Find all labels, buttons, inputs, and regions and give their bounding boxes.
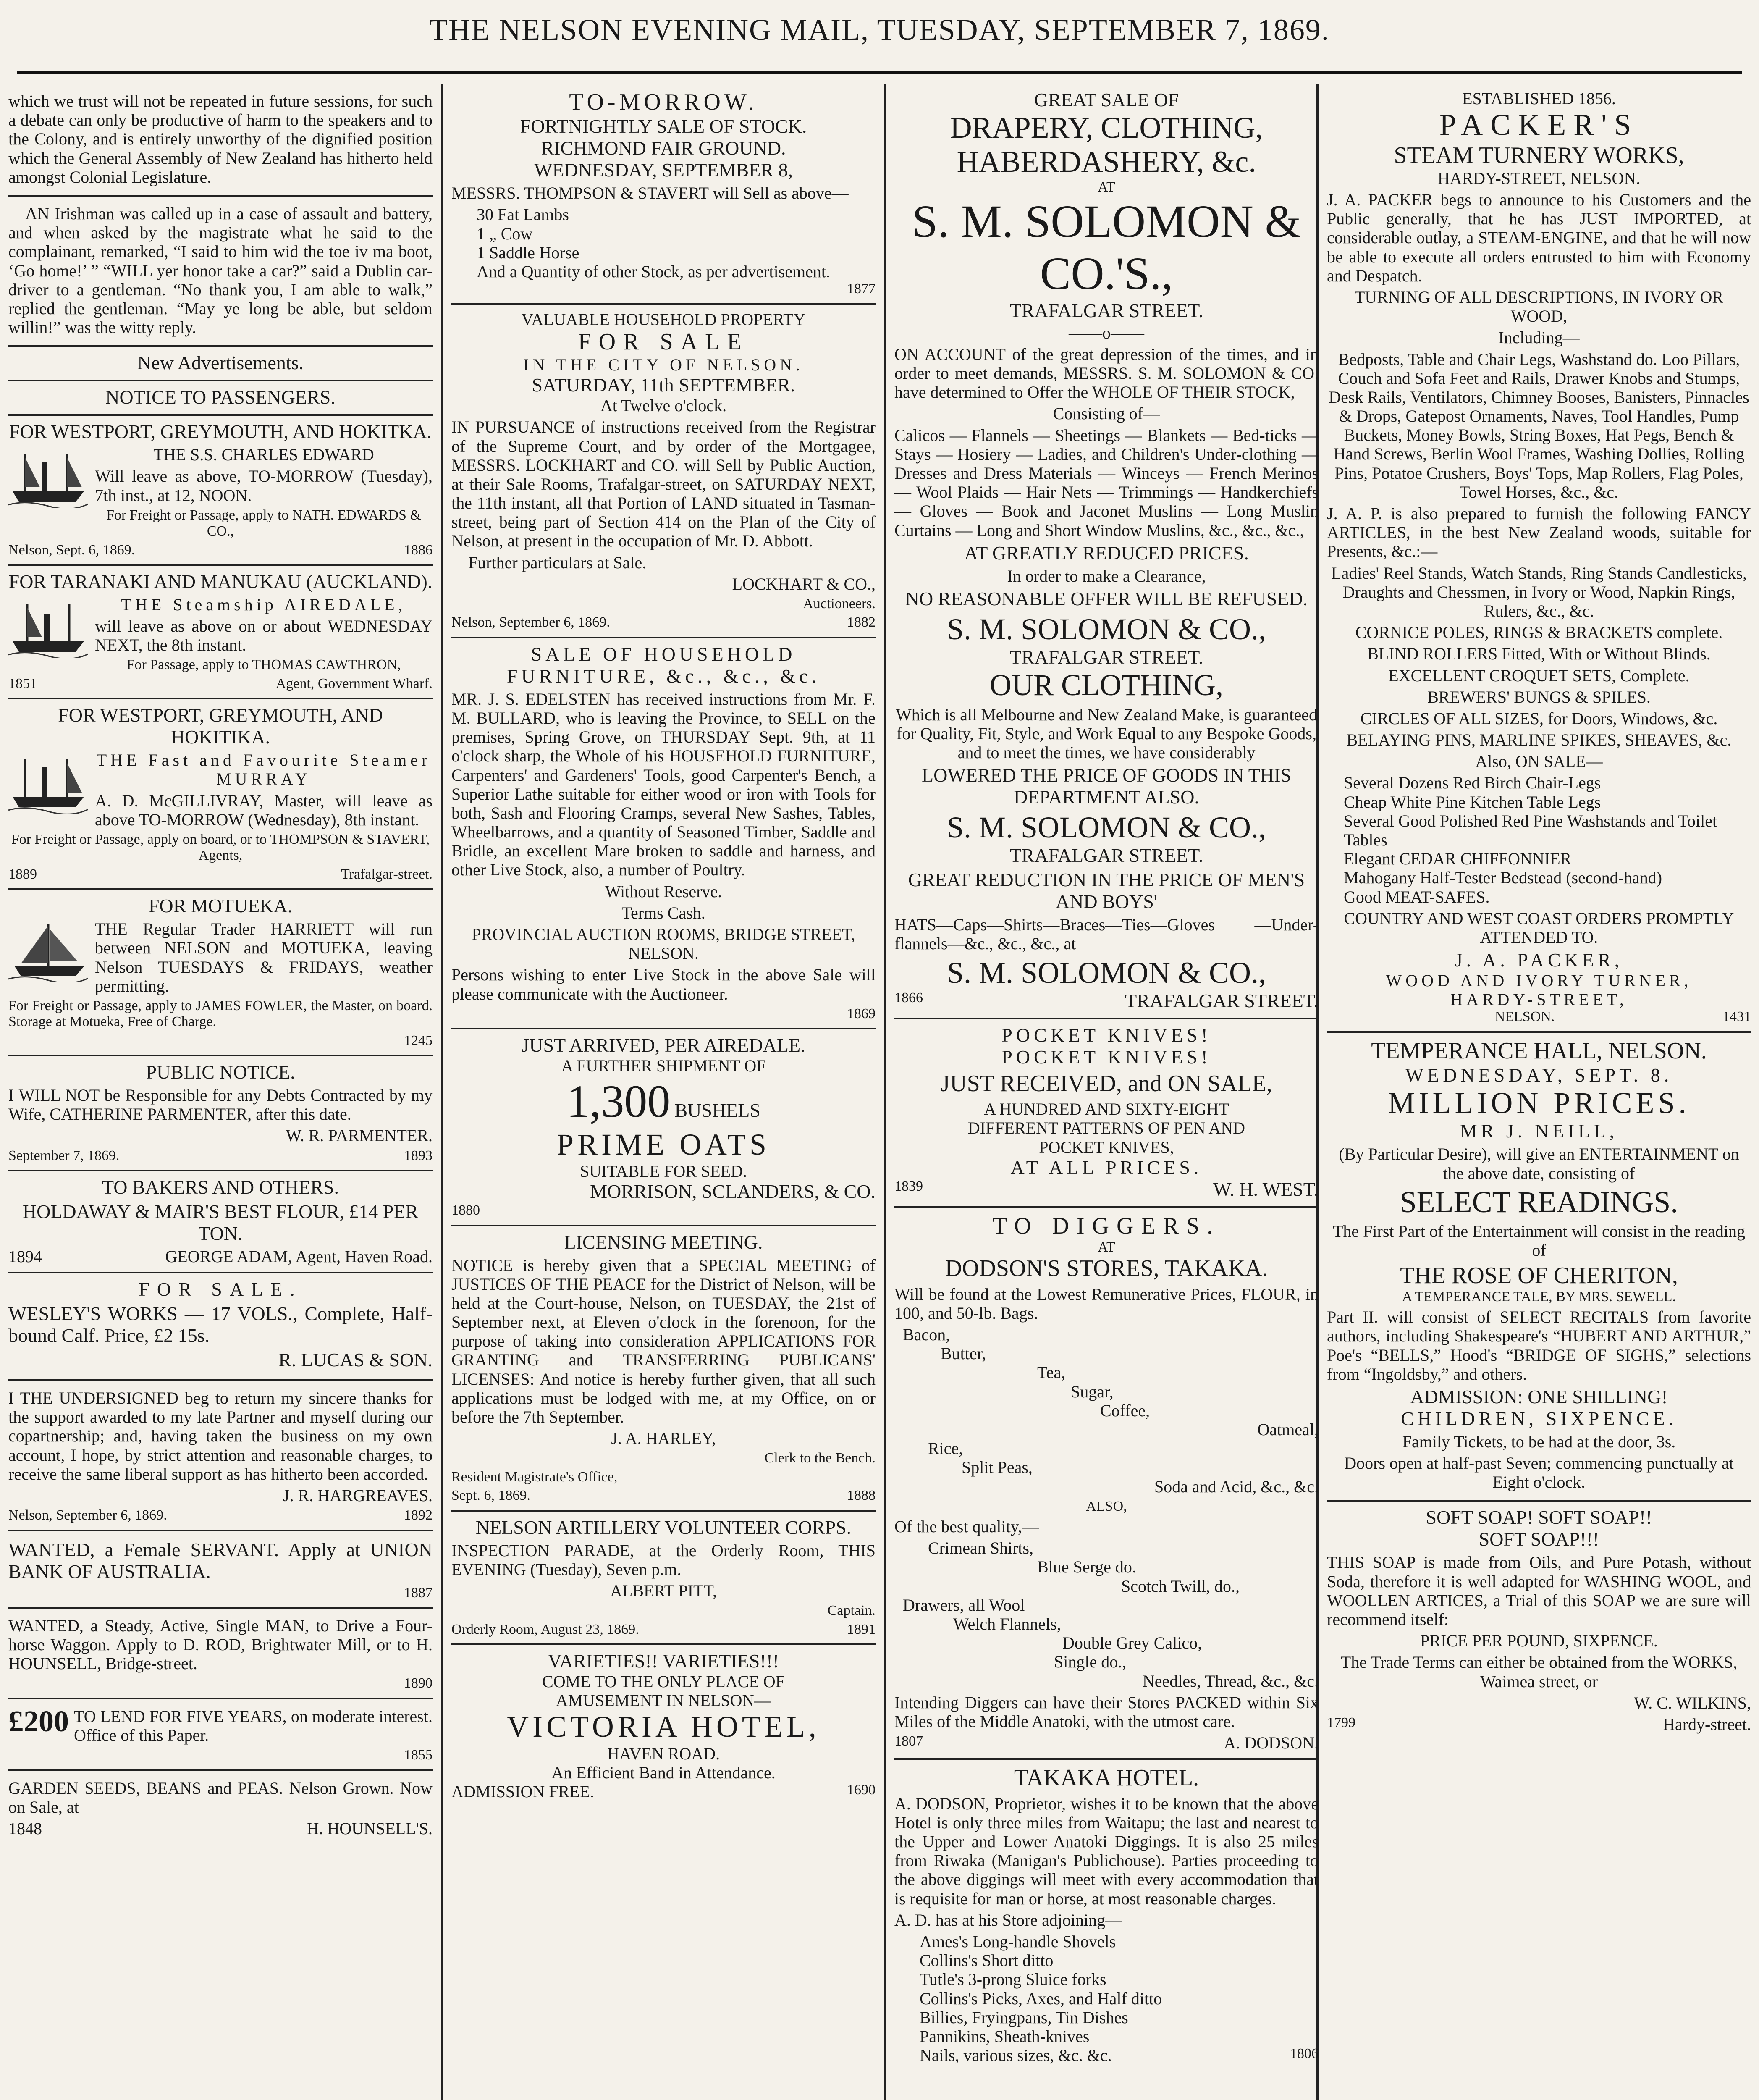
firm-name: S. M. SOLOMON & CO., <box>946 956 1266 990</box>
list-item: Blue Serge do. <box>1037 1557 1136 1577</box>
ad-public-notice <box>8 1056 433 1171</box>
ad-amount: 1,300 <box>566 1076 671 1127</box>
ad-motueka <box>8 890 433 1056</box>
ad-ref: 1887 <box>404 1585 433 1601</box>
list-item: 1 „ Cow <box>477 224 533 243</box>
ad-note: Doors open at half-past Seven; commencing punctually at Eight o'clock. <box>1344 1454 1734 1492</box>
ad-line: BLIND ROLLERS Fitted, With or Without Blinds. <box>1367 644 1711 664</box>
stock-list <box>451 205 876 281</box>
column-4 <box>1327 84 1751 2100</box>
ad-body: TO LEND FOR FIVE YEARS, on moderate interest. Office of this Paper. <box>74 1706 433 1745</box>
ad-stock-sale <box>451 84 876 305</box>
ad-ref: 1888 <box>847 1488 876 1504</box>
ad-role: Captain. <box>827 1603 876 1619</box>
ad-address: TRAFALGAR STREET. <box>1009 299 1203 321</box>
column-rule <box>884 84 886 2100</box>
ad-to-diggers <box>894 1208 1319 1760</box>
ad-ref: 1855 <box>404 1747 433 1763</box>
ad-ref: 1894 <box>8 1247 42 1266</box>
ad-body: IN PURSUANCE of instructions received from the Registrar of the Supreme Court, and by order of the Mortgagee, MESSRS. LOCKHART and CO. will Sell by Public Auction, at their Sale Rooms, Trafalgar-street, on SATURDAY NEXT, the 11th instant, all that Portion of LAND situated in Tasman-street, being part of Section 414 on the Plan of the City of Nelson, at present in the occupation of Mr. D. Abbott. <box>451 417 876 551</box>
ad-established: ESTABLISHED 1856. <box>1462 89 1616 108</box>
ad-heading: FOR SALE. <box>139 1278 302 1300</box>
ad-date: Nelson, Sept. 6, 1869. <box>8 542 135 558</box>
ad-at: AT <box>1098 1239 1115 1255</box>
list-item: Collins's Short ditto <box>920 1951 1054 1970</box>
ad-line: BELAYING PINS, MARLINE SPIKES, SHEAVES, &c. <box>1346 730 1732 750</box>
ad-role: Auctioneers. <box>803 596 876 612</box>
ad-ref: 1893 <box>404 1147 433 1163</box>
ad-admission: CHILDREN, SIXPENCE. <box>1401 1407 1677 1429</box>
ad-trade: WOOD AND IVORY TURNER, <box>1386 971 1692 990</box>
ad-admission: ADMISSION FREE. <box>451 1782 595 1801</box>
ad-contact: For Freight or Passage, apply on board, or to THOMPSON & STAVERT, Agents, <box>11 831 430 864</box>
ad-ref: 1869 <box>847 1005 876 1021</box>
ad-date: SATURDAY, 11th SEPTEMBER. <box>532 374 795 396</box>
ad-heading: TEMPERANCE HALL, NELSON. <box>1371 1037 1707 1064</box>
ad-body: HOLDAWAY & MAIR'S BEST FLOUR, £14 PER TON. <box>22 1201 419 1244</box>
ad-heading: VARIETIES!! VARIETIES!!! <box>548 1650 779 1672</box>
ad-heading: PUBLIC NOTICE. <box>146 1061 295 1083</box>
ad-note: Also, ON SALE— <box>1475 752 1603 771</box>
ad-signature: W. H. WEST. <box>1213 1178 1319 1200</box>
ad-heading: TO BAKERS AND OTHERS. <box>102 1176 339 1198</box>
list-item: Ames's Long-handle Shovels <box>920 1932 1116 1951</box>
ad-heading: SALE OF HOUSEHOLD FURNITURE, &c., &c., &c. <box>506 643 821 687</box>
ad-line: BREWERS' BUNGS & SPILES. <box>1427 687 1651 706</box>
ad-wanted-servant <box>8 1531 433 1609</box>
tools-list <box>894 1932 1319 2046</box>
ad-household-furniture <box>451 638 876 1029</box>
list-item: Butter, <box>941 1344 986 1363</box>
ad-note: An Efficient Band in Attendance. <box>551 1763 776 1782</box>
column-1 <box>8 84 433 2100</box>
ad-body: J. A. P. is also prepared to furnish the following FANCY ARTICLES, in the best New Zealand woods, suitable for Presents, &c.:— <box>1327 504 1751 561</box>
ad-artillery <box>451 1512 876 1645</box>
list-item: Several Dozens Red Birch Chair-Legs <box>1344 773 1601 793</box>
firm-name: S. M. SOLOMON & CO., <box>946 811 1266 845</box>
ad-line: CIRCLES OF ALL SIZES, for Doors, Windows, &c. <box>1360 709 1718 728</box>
ad-body: GARDEN SEEDS, BEANS and PEAS. Nelson Grown. Now on Sale, at <box>8 1778 433 1816</box>
ad-ref: 1848 <box>8 1819 42 1838</box>
ad-ref: 1807 <box>894 1733 923 1749</box>
ad-note: Terms Cash. <box>621 903 705 922</box>
ad-body: Which is all Melbourne and New Zealand Make, is guaranteed for Quality, Fit, Style, and Work Equal to any Bespoke Goods, and to meet the times, we have considerably <box>895 705 1318 762</box>
ad-heading: NELSON ARTILLERY VOLUNTEER CORPS. <box>475 1516 852 1538</box>
steamship-icon <box>8 445 88 508</box>
list-item: Cheap White Pine Kitchen Table Legs <box>1344 792 1601 811</box>
ad-title: MILLION PRICES. <box>1388 1086 1690 1120</box>
ad-heading: GREAT SALE OF <box>1034 89 1179 110</box>
ad-heading: SOFT SOAP!!! <box>1479 1528 1599 1550</box>
ad-body: A. DODSON, Proprietor, wishes it to be known that the above Hotel is only three miles from Waitapu; the last and nearest to the Upper and Lower Anatoki Diggings. It is also 25 miles from Riwaka (Manigan's Publichouse). Parties proceeding to the above diggings will meet with every accommodation that is requisite for man or horse, at most reasonable charges. <box>894 1794 1319 1908</box>
ad-ref: 1891 <box>847 1621 876 1637</box>
ad-agent: Agent, Government Wharf. <box>275 675 433 691</box>
ad-contact: For Freight or Passage, apply to JAMES FOWLER, the Master, on board. Storage at Motueka, Free of Charge. <box>8 998 433 1030</box>
ad-title: THE ROSE OF CHERITON, <box>1400 1262 1678 1289</box>
ad-line: CORNICE POLES, RINGS & BRACKETS complete. <box>1355 623 1723 642</box>
ad-heading: TAKAKA HOTEL. <box>1014 1765 1199 1791</box>
list-item: Needles, Thread, &c., &c. <box>1142 1671 1319 1690</box>
ad-date: September 7, 1869. <box>8 1147 120 1163</box>
ad-garden-seeds <box>8 1771 433 1844</box>
ad-signature: LOCKHART & CO., <box>732 574 876 593</box>
ad-headline: AT GREATLY REDUCED PRICES. <box>964 542 1249 564</box>
ad-address: HAVEN ROAD. <box>607 1744 720 1763</box>
ad-body: NOTICE is hereby given that a SPECIAL MEETING of JUSTICES OF THE PEACE for the District of Nelson, will be held at the Court-house, Nelson, on TUESDAY, the 21st of September next, at Eleven o'clock in the forenoon, for the purpose of taking into consideration APPLICATIONS FOR GRANTING and TRANSFERRING PUBLICANS' LICENSES: And notice is hereby further given, that all such applications must be lodged with me, at my Office, on or before the 7th September. <box>451 1255 876 1426</box>
ad-body: MR. J. S. EDELSTEN has received instructions from Mr. F. M. BULLARD, who is leaving the Province, to SELL on the premises, Spring Grove, on THURSDAY Sept. 9th, at 11 o'clock sharp, the Whole of his HOUSEHOLD FURNITURE, Carpenters' and Gardeners' Tools, good Carpenter's Bench, a Superior Lathe suitable for either wood or iron with Tools for both, Sash and Flooring Cramps, several New Sashes, Tables, Wheelbarrows, and a quantity of Seasoned Timber, Saddle and Bridle, an excellent Mare broken to saddle and harness, and other Live Stock, also, a number of Poultry. <box>451 689 876 879</box>
ad-title: SELECT READINGS. <box>1400 1185 1678 1219</box>
ad-address: TRAFALGAR STREET. <box>1009 845 1203 866</box>
ad-headline: COUNTRY AND WEST COAST ORDERS PROMPTLY ATTENDED TO. <box>1344 908 1734 947</box>
ad-heading: IN THE CITY OF NELSON. <box>523 355 804 374</box>
ad-office: Resident Magistrate's Office, <box>451 1469 618 1485</box>
ad-subheading: POCKET KNIVES, <box>1039 1137 1174 1157</box>
fancy-list: Ladies' Reel Stands, Watch Stands, Ring Stands Candlesticks, Draughts and Chessmen, in Ivory or Wood, Napkin Rings, Rulers, &c., &c. <box>1331 563 1747 620</box>
ad-ref: 1839 <box>894 1178 923 1194</box>
ad-heading: FOR TARANAKI AND MANUKAU (AUCKLAND). <box>8 570 433 592</box>
editorial-text: which we trust will not be repeated in future sessions, for such a debate can only be productive of harm to the speakers and to the Colony, and is entirely unworthy of the dignified position which the General Assembly of New Zealand has hitherto held amongst Colonial Legislature. <box>8 92 433 186</box>
ad-address: HARDY-STREET, <box>1450 990 1628 1009</box>
list-item: Split Peas, <box>962 1458 1033 1477</box>
list-item: Bacon, <box>903 1325 950 1344</box>
ad-ref: 1882 <box>847 614 876 630</box>
list-item: Single do., <box>1054 1652 1127 1672</box>
ad-takaka-hotel <box>894 1760 1319 2071</box>
firm-name: S. M. SOLOMON & CO.'S., <box>912 196 1301 299</box>
ad-headline: NO REASONABLE OFFER WILL BE REFUSED. <box>905 588 1308 609</box>
ad-heading: FOR SALE <box>578 328 749 355</box>
ad-town: NELSON. <box>1494 1009 1555 1025</box>
clothing-list <box>894 1538 1319 1690</box>
ad-signature: W. R. PARMENTER. <box>286 1126 433 1145</box>
ad-headline: GREAT REDUCTION IN THE PRICE OF MEN'S AND BOYS' <box>908 869 1305 913</box>
ad-headline: TURNING OF ALL DESCRIPTIONS, IN IVORY OR WOOD, <box>1354 287 1724 326</box>
sailing-ship-icon <box>8 919 88 982</box>
list-item: Several Good Polished Red Pine Washstands and Toilet Tables <box>1344 811 1717 849</box>
ad-signature: W. C. WILKINS, <box>1634 1693 1751 1712</box>
list-item: Soda and Acid, &c., &c. <box>1154 1477 1319 1496</box>
ad-heading: JUST ARRIVED, PER AIREDALE. <box>522 1034 805 1056</box>
ad-time: At Twelve o'clock. <box>600 396 727 415</box>
ad-subheading: A HUNDRED AND SIXTY-EIGHT <box>984 1100 1229 1119</box>
ad-note: Including— <box>1498 328 1580 347</box>
ad-body: Will be found at the Lowest Remunerative Prices, FLOUR, in 100, and 50-lb. Bags. <box>894 1284 1319 1323</box>
ad-date: Orderly Room, August 23, 1869. <box>451 1621 639 1637</box>
ad-contact: For Passage, apply to THOMAS CAWTHRON, <box>126 657 401 673</box>
ad-subheading: AMUSEMENT IN NELSON— <box>556 1691 771 1710</box>
ad-unit: BUSHELS <box>674 1100 760 1121</box>
masthead-rule <box>17 71 1742 74</box>
list-item: Double Grey Calico, <box>1062 1633 1202 1653</box>
ad-signature: ALBERT PITT, <box>610 1581 717 1600</box>
ad-note: In order to make a Clearance, <box>1007 566 1206 585</box>
list-item: Tutle's 3-prong Sluice forks <box>920 1970 1106 1989</box>
list-item: Crimean Shirts, <box>928 1538 1034 1558</box>
passengers-heading: NOTICE TO PASSENGERS. <box>8 381 433 416</box>
hotel-name: VICTORIA HOTEL, <box>507 1710 820 1744</box>
turnery-list: Bedposts, Table and Chair Legs, Washstand do. Loo Pillars, Couch and Sofa Feet and Rails, Drawer Knobs and Stumps, Desk Rails, Ventilators, Chimney Booses, Banisters, Pinnacles & Drops, Gatepost Ornaments, Naves, Tool Handles, Pump Buckets, Money Bowls, String Boxes, Hat Pegs, Bench & Hand Screws, Berlin Wool Frames, Washing Dollies, Rolling Pins, Potatoe Crushers, Boys' Tops, Map Rollers, Flag Poles, Towel Horses, &c., &c. <box>1329 349 1749 501</box>
ad-body: J. A. PACKER begs to announce to his Customers and the Public generally, that he has JUST IMPORTED, at considerable outlay, a STEAM-ENGINE, and that he will now be able to execute all orders entrusted to him with Economy and Despatch. <box>1327 190 1751 285</box>
ad-heading: FOR WESTPORT, GREYMOUTH, AND HOKITIKA. <box>58 704 383 748</box>
ad-hargreaves <box>8 1381 433 1531</box>
anecdote <box>8 197 433 347</box>
list-item: Collins's Picks, Axes, and Half ditto <box>920 1989 1162 2008</box>
ad-address: TRAFALGAR STREET. <box>1009 646 1203 668</box>
ad-wanted-man <box>8 1609 433 1699</box>
ad-body: A. D. McGILLIVRAY, Master, will leave as above TO-MORROW (Wednesday), 8th instant. <box>95 791 433 829</box>
ad-ref: 1880 <box>451 1202 480 1218</box>
ad-subheading: RICHMOND FAIR GROUND. <box>541 137 786 159</box>
ad-pocket-knives <box>894 1019 1319 1208</box>
ad-packers-turnery <box>1327 84 1751 1033</box>
list-item: Rice, <box>928 1439 963 1458</box>
ad-soft-soap <box>1327 1502 1751 1740</box>
ad-date: Nelson, September 6, 1869. <box>451 614 610 630</box>
vessel-name: THE Steamship AIREDALE, <box>121 595 406 614</box>
column-rule <box>441 84 443 2100</box>
ad-ref: 1799 <box>1327 1714 1355 1730</box>
ad-body: The First Part of the Entertainment will consist in the reading of <box>1332 1222 1745 1260</box>
ad-note: Consisting of— <box>1053 404 1160 423</box>
ad-line: EXCELLENT CROQUET SETS, Complete. <box>1388 666 1690 685</box>
goods-list <box>894 1325 1319 1496</box>
ad-signature: A. DODSON. <box>1224 1733 1319 1753</box>
column-3 <box>894 84 1319 2100</box>
ad-signature: J. A. PACKER, <box>1455 949 1623 971</box>
list-item: Tea, <box>1037 1363 1066 1382</box>
steamship-icon <box>8 751 88 814</box>
ad-amount: £200 <box>8 1704 69 1738</box>
list-item: Billies, Fryingpans, Tin Dishes <box>920 2008 1128 2027</box>
steamship-icon <box>8 595 88 658</box>
ad-performer: MR J. NEILL, <box>1460 1120 1618 1142</box>
list-item: Nails, various sizes, &c. &c. <box>920 2046 1112 2065</box>
firm-name: S. M. SOLOMON & CO., <box>946 612 1266 646</box>
ad-heading: TO-MORROW. <box>569 89 758 115</box>
ad-at: AT <box>1098 179 1115 195</box>
ad-product: PRIME OATS <box>556 1127 771 1161</box>
vessel-name: THE S.S. CHARLES EDWARD <box>153 445 374 465</box>
list-item: Sugar, <box>1071 1382 1114 1401</box>
ad-heading: LICENSING MEETING. <box>564 1231 763 1253</box>
masthead: THE NELSON EVENING MAIL, TUESDAY, SEPTEMBER 7, 1869. <box>429 13 1330 47</box>
ad-note: SUITABLE FOR SEED. <box>580 1161 747 1181</box>
ad-signature: J. R. HARGREAVES. <box>283 1486 433 1505</box>
ad-price: PRICE PER POUND, SIXPENCE. <box>1420 1631 1658 1651</box>
ad-date: Nelson, September 6, 1869. <box>8 1507 167 1523</box>
ad-ref: 1431 <box>1722 1009 1751 1025</box>
ad-body: THE Regular Trader HARRIETT will run between NELSON and MOTUEKA, leaving Nelson TUESDAYS & FRIDAYS, weather permitting. <box>95 919 433 995</box>
ad-admission: ADMISSION: ONE SHILLING! <box>1410 1386 1668 1407</box>
ad-solomon-drapery <box>894 84 1319 1019</box>
ad-rooms: PROVINCIAL AUCTION ROOMS, BRIDGE STREET, NELSON. <box>472 925 855 963</box>
list-item: Oatmeal, <box>1257 1420 1319 1439</box>
ad-date: Sept. 6, 1869. <box>451 1488 530 1504</box>
list-item: And a Quantity of other Stock, as per advertisement. <box>477 262 830 281</box>
goods-list: Calicos — Flannels — Sheetings — Blankets — Bed-ticks — Stays — Hosiery — Ladies, and Children's Under-clothing — Dresses and Dress Materials — Winceys — French Merinos — Wool Plaids — Hair Nets — Trimmings — Handkerchiefs — Gloves — Book and Jaconet Muslins — Long Muslin Curtains — Long and Short Window Muslins, &c., &c., &c., <box>894 425 1319 540</box>
ad-address: TRAFALGAR STREET. <box>1125 990 1319 1012</box>
ad-body: THIS SOAP is made from Oils, and Pure Potash, without Soda, therefore it is well adapted for WASHING WOOL, and WOOLLEN ARTICES, a Trial of this SOAP we are sure will recommend itself: <box>1327 1553 1751 1629</box>
sale-list <box>1327 773 1751 906</box>
ad-body: ON ACCOUNT of the great depression of the times, and in order to meet demands, MESSRS. S. M. SOLOMON & CO. have determined to Offer the WHOLE OF THEIR STOCK, <box>894 344 1319 402</box>
editorial <box>8 84 433 197</box>
ad-signature: MORRISON, SCLANDERS, & CO. <box>590 1181 876 1202</box>
ad-body: I THE UNDERSIGNED beg to return my sincere thanks for the support awarded to my late Partner and myself during our copartnership; and, having taken the business on my own account, I hope, by strict attention and reasonable charges, to receive the same liberal support as has hitherto been accorded. <box>8 1389 433 1483</box>
ad-ref: 1806 <box>1290 2046 1319 2062</box>
list-item: 1 Saddle Horse <box>477 243 579 262</box>
ad-heading: TO DIGGERS. <box>992 1213 1221 1239</box>
ad-ref: 1245 <box>404 1032 433 1048</box>
ad-note: Intending Diggers can have their Stores PACKED within Six Miles of the Middle Anatoki, with the utmost care. <box>894 1693 1319 1731</box>
ad-note: Persons wishing to enter Live Stock in the above Sale will please communicate with the Auctioneer. <box>451 965 876 1003</box>
ad-signature: J. A. HARLEY, <box>611 1429 716 1448</box>
ad-ref: 1851 <box>8 675 37 691</box>
ad-body: WANTED, a Female SERVANT. Apply at UNION BANK OF AUSTRALIA. <box>8 1538 433 1582</box>
ad-household-property <box>451 305 876 638</box>
ad-body: INSPECTION PARADE, at the Orderly Room, THIS EVENING (Tuesday), Seven p.m. <box>451 1541 876 1579</box>
list-item: 30 Fat Lambs <box>477 205 569 224</box>
ad-bakers <box>8 1171 433 1273</box>
ad-ref: 1890 <box>404 1675 433 1691</box>
list-item: Pannikins, Sheath-knives <box>920 2026 1090 2046</box>
ad-victoria-hotel <box>451 1645 876 1807</box>
list-item: Drawers, all Wool <box>903 1595 1025 1614</box>
ad-ref: 1690 <box>847 1782 876 1798</box>
anecdote-text: AN Irishman was called up in a case of assault and battery, and when asked by the magistrate what he said to the complainant, remarked, “I said to him wid the toe iv ma boot, ‘Go home!’ ” “WILL yer honor take a car?” said a Dublin car-driver to a gentleman. “No thank you, I am able to walk,” replied the gentleman. “May ye long be able, but seldom willin!” was the witty reply. <box>8 204 433 337</box>
ad-ref: 1892 <box>404 1507 433 1523</box>
ad-subheading: FORTNIGHTLY SALE OF STOCK. <box>520 116 807 137</box>
ad-role: Clerk to the Bench. <box>764 1450 876 1466</box>
separator: ——o—— <box>1069 323 1144 342</box>
ad-heading: SOFT SOAP! SOFT SOAP!! <box>1426 1507 1652 1528</box>
ad-body: (By Particular Desire), will give an ENTERTAINMENT on the above date, consisting of <box>1339 1144 1739 1183</box>
ad-title: STEAM TURNERY WORKS, <box>1394 142 1684 168</box>
ad-body: Part II. will consist of SELECT RECITALS from favorite authors, including Shakespeare's “HUBERT AND ARTHUR,” Poe's “BELLS,” Hood's “BRIDGE OF SIGHS,” selections from “Ingoldsby,” and others. <box>1327 1307 1751 1383</box>
ad-signature: H. HOUNSELL'S. <box>307 1819 433 1838</box>
ad-place: Trafalgar-street. <box>341 866 433 882</box>
new-ads-heading: New Advertisements. <box>8 347 433 381</box>
ad-subheading: A FURTHER SHIPMENT OF <box>561 1056 766 1076</box>
ad-body: Will leave as above, TO-MORROW (Tuesday), 7th inst., at 12, NOON. <box>95 467 433 505</box>
ad-date: WEDNESDAY, SEPT. 8. <box>1405 1064 1673 1086</box>
ad-body: WESLEY'S WORKS — 17 VOLS., Complete, Half-bound Calf. Price, £2 15s. <box>8 1303 433 1347</box>
ad-body: JUST RECEIVED, and ON SALE, <box>941 1070 1272 1097</box>
ad-body: I WILL NOT be Responsible for any Debts Contracted by my Wife, CATHERINE PARMENTER, after this date. <box>8 1086 433 1124</box>
ad-note: Further particulars at Sale. <box>468 553 647 572</box>
ad-headline: AT ALL PRICES. <box>1010 1156 1203 1178</box>
ad-taranaki-airedale <box>8 566 433 699</box>
ad-subheading: COME TO THE ONLY PLACE OF <box>542 1672 785 1691</box>
ad-title: DODSON'S STORES, TAKAKA. <box>945 1255 1268 1282</box>
ad-heading: FOR WESTPORT, GREYMOUTH, AND HOKITKA. <box>9 421 432 443</box>
ad-body: HATS—Caps—Shirts—Braces—Ties—Gloves —Under-flannels—&c., &c., &c., at <box>894 915 1319 953</box>
ad-westport-charles-edward <box>8 416 433 566</box>
ad-note: A TEMPERANCE TALE, BY MRS. SEWELL. <box>1402 1289 1676 1305</box>
ad-subheading: WEDNESDAY, SEPTEMBER 8, <box>534 159 793 181</box>
ad-subheading: DIFFERENT PATTERNS OF PEN AND <box>967 1118 1245 1138</box>
ad-lend-money <box>8 1699 433 1771</box>
ad-ref: 1886 <box>404 542 433 558</box>
ad-address: Hardy-street. <box>1663 1714 1751 1734</box>
ad-note: ALSO, <box>1086 1498 1127 1514</box>
ad-temperance-hall <box>1327 1033 1751 1502</box>
ad-ref: 1877 <box>847 281 876 297</box>
ad-body: MESSRS. THOMPSON & STAVERT will Sell as above— <box>451 184 849 203</box>
ad-prime-oats <box>451 1029 876 1226</box>
ad-note: The Trade Terms can either be obtained from the WORKS, Waimea street, or <box>1340 1653 1738 1691</box>
ad-signature: R. LUCAS & SON. <box>278 1349 433 1371</box>
ad-heading: POCKET KNIVES! <box>1001 1046 1211 1068</box>
ad-note: A. D. has at his Store adjoining— <box>894 1910 1122 1929</box>
ad-title: HABERDASHERY, &c. <box>957 145 1256 179</box>
list-item: Coffee, <box>1100 1401 1150 1420</box>
ad-body: WANTED, a Steady, Active, Single MAN, to Drive a Four-horse Waggon. Apply to D. ROD, Brightwater Mill, or to H. HOUNSELL, Bridge-street. <box>8 1616 433 1673</box>
vessel-name: THE Fast and Favourite Steamer MURRAY <box>96 751 431 789</box>
ad-westport-murray <box>8 699 433 890</box>
ad-headline: LOWERED THE PRICE OF GOODS IN THIS DEPARTMENT ALSO. <box>922 764 1291 808</box>
ad-contact: For Freight or Passage, apply to NATH. EDWARDS & CO., <box>106 507 421 539</box>
ad-agent: GEORGE ADAM, Agent, Haven Road. <box>165 1247 433 1266</box>
ad-title: PACKER'S <box>1439 108 1639 142</box>
list-item: Welch Flannels, <box>953 1614 1061 1634</box>
list-item: Scotch Twill, do., <box>1121 1576 1240 1596</box>
ad-title: OUR CLOTHING, <box>990 668 1223 702</box>
list-item: Mahogany Half-Tester Bedstead (second-hand) <box>1344 868 1662 887</box>
ad-body: will leave as above on or about WEDNESDAY NEXT, the 8th instant. <box>95 617 433 655</box>
ad-heading: VALUABLE HOUSEHOLD PROPERTY <box>521 310 806 329</box>
ad-for-sale-wesley <box>8 1273 433 1381</box>
column-2 <box>451 84 876 2100</box>
ad-title: DRAPERY, CLOTHING, <box>950 110 1263 144</box>
ad-note: Family Tickets, to be had at the door, 3s. <box>1402 1432 1676 1451</box>
ad-note: Without Reserve. <box>605 882 722 901</box>
ad-ref: 1889 <box>8 866 37 882</box>
ad-ref: 1866 <box>894 990 923 1006</box>
ad-note: Of the best quality,— <box>894 1517 1039 1536</box>
ad-heading: POCKET KNIVES! <box>1001 1024 1211 1046</box>
list-item: Good MEAT-SAFES. <box>1344 887 1490 906</box>
ad-heading: FOR MOTUEKA. <box>148 895 293 917</box>
ad-licensing-meeting <box>451 1226 876 1512</box>
ad-address: HARDY-STREET, NELSON. <box>1437 168 1641 188</box>
list-item: Elegant CEDAR CHIFFONNIER <box>1344 849 1572 869</box>
